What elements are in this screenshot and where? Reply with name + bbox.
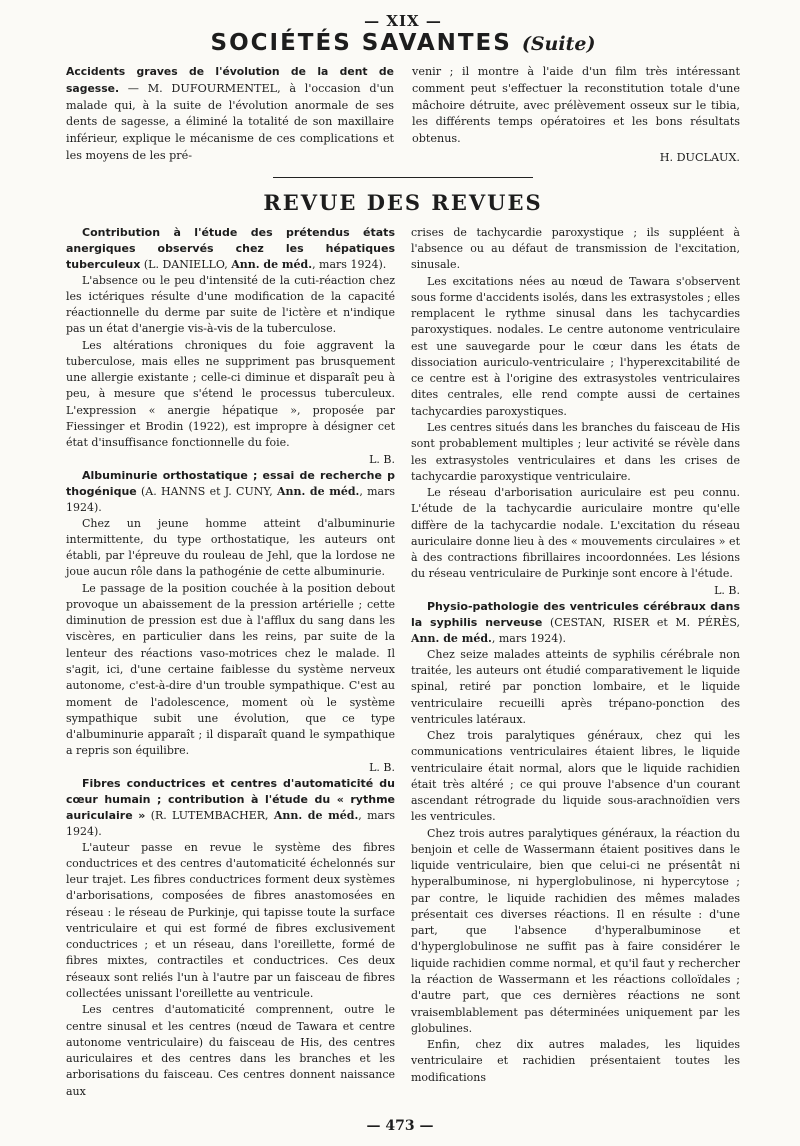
article-2-initials: L. B. <box>369 760 395 774</box>
article-3-paragraph: Les excitations nées au nœud de Tawara s'observent sous forme d'accidents isolés, dans les extrasystoles ; elles remplacent le rythme sinusal dans les tachycardies paroxystiques. nodales. Le centre autonome ventriculaire est une sauvegarde pour le cœur dans les états de dissociation auriculo-ventriculaire ; l'hyperexcitabilité de ce centre est à l'origine des extrasystoles ventriculaires dites centrales, elle rend compte aussi de certaines tachycardies paroxystiques. <box>411 274 740 418</box>
article-4-reference: (CESTAN, RISER et M. PÉRÈS, Ann. de méd., mars 1924). <box>411 615 740 645</box>
article-2-reference: (A. HANNS et J. CUNY, Ann. de méd., mars 1924). <box>66 484 396 514</box>
page-number: — 473 — <box>366 1118 434 1134</box>
societes-paragraph <box>66 64 394 165</box>
article-3-heading <box>66 776 395 840</box>
article-2-paragraph: Chez un jeune homme atteint d'albuminurie intermittente, du type orthostatique, les auteurs ont établi, par l'épreuve du rouleau de Jehl, que la lordose ne joue aucun rôle dans la pathogénie de cette albuminurie. <box>66 516 395 579</box>
article-3-paragraph: L'auteur passe en revue le système des fibres conductrices et des centres d'automaticité échelonnés sur leur trajet. Les fibres conductrices forment deux systèmes d'arborisations, composées de fibres anastomosées en réseau : le réseau de Purkinje, qui tapisse toute la surface ventriculaire et qui est formé de fibres exclusivement conductrices ; et un réseau, dans l'oreillette, formé de fibres mixtes, contractiles et conductrices. Ces deux réseaux sont reliés l'un à l'autre par un faisceau de fibres collectées unissant l'oreillette au ventricule. <box>66 840 395 1000</box>
societes-right-text: venir ; il montre à l'aide d'un film très intéressant comment peut s'effectuer la reconstitution totale d'une mâchoire détruite, avec prélèvement osseux sur le tibia, les différents temps opératoires et les bons résultats obtenus. <box>412 65 740 146</box>
revue-title: REVUE DES REVUES <box>263 189 543 215</box>
article-3-paragraph: Les centres situés dans les branches du faisceau de His sont probablement multiples ; leur activité se révèle dans les extrasystoles ventriculaires et dans les crises de tachycardie paroxystique ventriculaire. <box>411 420 740 483</box>
societes-block <box>66 64 740 167</box>
article-4-heading <box>411 599 740 647</box>
article-3-initials: L. B. <box>714 583 740 597</box>
section-divider <box>273 177 533 178</box>
societes-title: Accidents graves de l'évolution de la dent de sagesse. <box>66 65 394 95</box>
article-2-paragraph: Le passage de la position couchée à la position debout provoque un abaissement de la pression artérielle ; cette diminution de pression est due à l'afflux du sang dans les viscères, en particulier dans les reins, par suite de la lenteur des réactions vaso-motrices chez le malade. Il s'agit, ici, d'une certaine faiblesse du système nerveux autonome, c'est-à-dire d'un trouble sympathique. C'est au moment de l'adolescence, moment où le système sympathique subit une évolution, que ce type d'albuminurie apparaît ; il disparaît quand le sympathique a repris son équilibre. <box>66 581 395 758</box>
article-1-reference: (L. DANIELLO, Ann. de méd., mars 1924). <box>140 257 387 271</box>
societes-signature: H. DUCLAUX. <box>659 150 740 164</box>
article-1-heading <box>66 225 395 273</box>
page-roman-number: — XIX — <box>364 12 442 30</box>
article-1-paragraph: Les altérations chroniques du foie aggravent la tuberculose, mais elles ne suppriment pas brusquement une allergie existante ; celle-ci diminue et disparaît peu à peu, à mesure que s'étend le processus tuberculeux. L'expression « anergie hépatique », proposée par Fiessinger et Brodin (1922), est impropre à désigner cet état d'insuffisance fonctionnelle du foie. <box>66 338 395 450</box>
section-suffix: (Suite) <box>521 33 596 55</box>
revue-columns <box>66 225 740 1100</box>
article-3-reference: (R. LUTEMBACHER, Ann. de méd., mars 1924). <box>66 808 395 838</box>
societes-right-column <box>412 64 740 167</box>
article-1-title: Contribution à l'étude des prétendus états anergiques observés chez les hépatiques tuberculeux <box>66 225 395 271</box>
article-4-paragraph: Enfin, chez dix autres malades, les liquides ventriculaire et rachidien présentaient toutes les modifications <box>411 1038 740 1084</box>
section-title-text: SOCIÉTÉS SAVANTES <box>210 30 512 56</box>
right-column <box>411 225 740 1100</box>
article-1-paragraph: L'absence ou le peu d'intensité de la cuti-réaction chez les ictériques résulte d'une modification de la capacité réactionnelle du derme par suite de l'ictère et n'indique pas un état d'anergie vis-à-vis de la tuberculose. <box>66 273 395 336</box>
article-2-heading <box>66 468 395 516</box>
societes-left-text: — M. DUFOURMENTEL, à l'occasion d'un malade qui, à la suite de l'évolution anormale de ses dents de sagesse, a éliminé la totalité de son maxillaire inférieur, explique le mécanisme de ces complications et les moyens de les pré- <box>66 81 394 162</box>
section-title <box>66 30 740 56</box>
article-4-title: Physio-pathologie des ventricules cérébraux dans la syphilis nerveuse <box>411 599 740 629</box>
societes-left-column <box>66 64 394 167</box>
article-3-paragraph: Les centres d'automaticité comprennent, outre le centre sinusal et les centres (nœud de Tawara et centre autonome ventriculaire) du faisceau de His, des centres auriculaires et des centres dans les branches et les arborisations du faisceau. Ces centres donnent naissance aux <box>66 1003 395 1098</box>
article-3-paragraph: Le réseau d'arborisation auriculaire est peu connu. L'étude de la tachycardie auriculaire montre qu'elle diffère de la tachycardie nodale. L'excitation du réseau auriculaire donne lieu à des « mouvements circulaires » et à des contractions fibrillaires incoordonnées. Les lésions du réseau ventriculaire de Purkinje sont encore à l'étude. <box>411 486 740 581</box>
article-3-paragraph: crises de tachycardie paroxystique ; ils suppléent à l'absence ou au défaut de transmission de l'excitation, sinusale. <box>411 225 740 272</box>
article-4-paragraph: Chez trois autres paralytiques généraux, la réaction du benjoin et celle de Wassermann étaient positives dans le liquide ventriculaire, bien que celui-ci ne présentât ni hyperalbuminose, ni hyperglobulinose, ni hypercytose ; par contre, le liquide rachidien des mêmes malades présentait ces diverses réactions. Il en résulte : d'une part, que l'absence d'hyperalbuminose et d'hyperglobulinose ne suffit pas à faire considérer le liquide rachidien comme normal, et qu'il faut y rechercher la réaction de Wassermann et les réactions colloïdales ; d'autre part, que ces dernières réactions ne sont vraisemblablement pas déterminées uniquement par les globulines. <box>411 826 740 1035</box>
article-3-title: Fibres conductrices et centres d'automaticité du cœur humain ; contribution à l'étude du « rythme auriculaire » <box>66 776 395 822</box>
article-1-initials: L. B. <box>369 452 395 466</box>
left-column <box>66 225 395 1100</box>
article-2-title: Albuminurie orthostatique ; essai de recherche p thogénique <box>66 468 395 498</box>
article-4-paragraph: Chez trois paralytiques généraux, chez qui les communications ventriculaires étaient libres, le liquide ventriculaire était normal, alors que le liquide rachidien était très altéré ; ce qui prouve l'absence d'un courant ascendant rétrograde du liquide sous-arachnoïdien vers les ventricules. <box>411 729 740 824</box>
article-4-paragraph: Chez seize malades atteints de syphilis cérébrale non traitée, les auteurs ont étudié comparativement le liquide spinal, retiré par ponction lombaire, et le liquide ventriculaire recueilli après trépano-ponction des ventricules latéraux. <box>411 647 740 726</box>
